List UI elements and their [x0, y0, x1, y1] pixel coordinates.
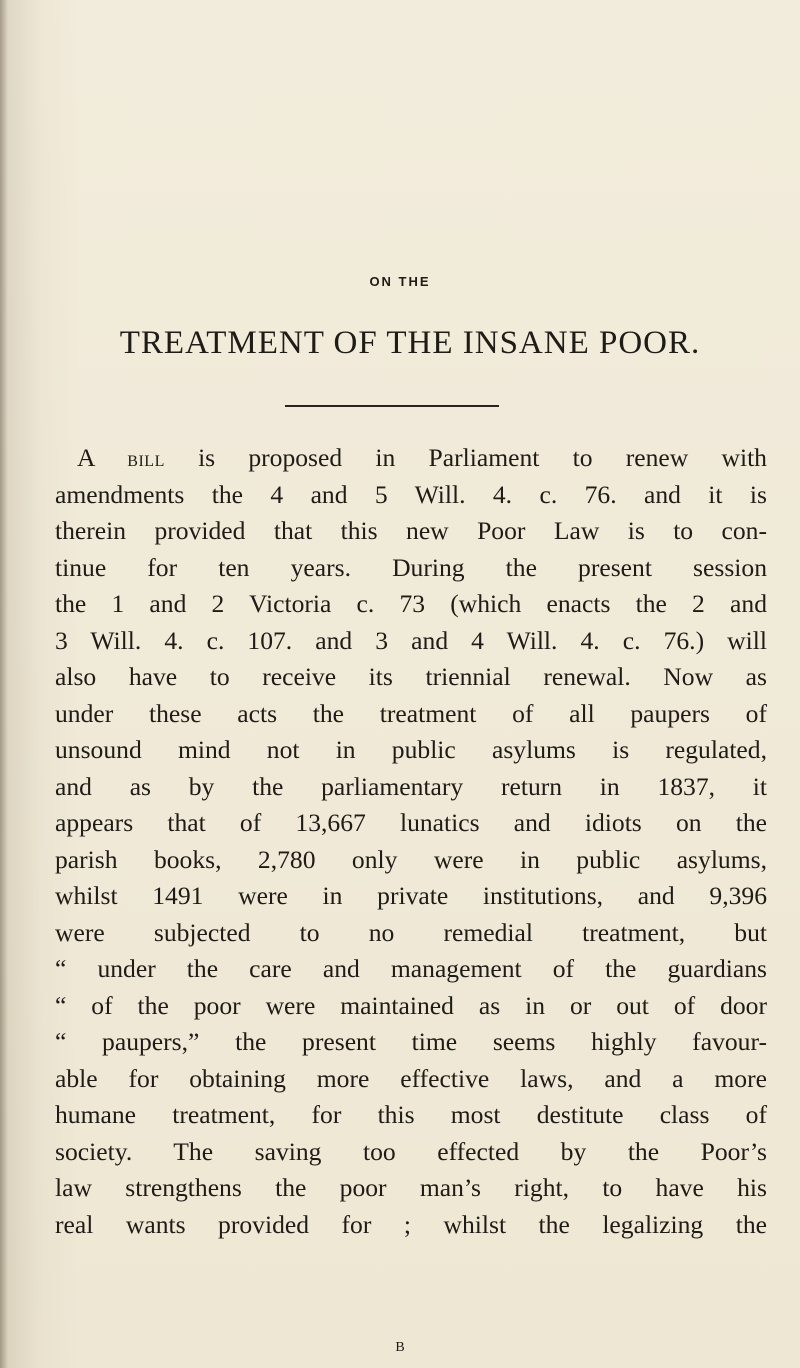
first-line-rest: is proposed in Parliament to renew with [198, 443, 767, 472]
text-line: under these acts the treatment of all paupers of [55, 698, 767, 728]
text-line-1 [55, 440, 767, 477]
text-line: also have to receive its triennial renewal. Now as [55, 662, 767, 691]
lead-smallcaps: bill [127, 446, 165, 471]
title-divider [285, 405, 499, 407]
text-line: able for obtaining more effective laws, and a more [55, 1063, 767, 1093]
text-line: appears that of 13,667 lunatics and idiots on the [55, 808, 767, 837]
body-paragraph [55, 440, 767, 1243]
text-line: amendments the 4 and 5 Will. 4. c. 76. and it is [55, 479, 767, 509]
text-line: “ paupers,” the present time seems highly favour- [55, 1027, 767, 1056]
signature-mark: B [395, 1340, 405, 1355]
text-line: unsound mind not in public asylums is regulated, [55, 735, 767, 764]
text-line: “ of the poor were maintained as in or out of door [55, 990, 767, 1020]
text-line: society. The saving too effected by the Poor’s [55, 1136, 767, 1166]
text-line: were subjected to no remedial treatment, but [55, 917, 767, 947]
text-line: therein provided that this new Poor Law is to con- [55, 516, 767, 545]
text-line: parish books, 2,780 only were in public asylums, [55, 844, 767, 874]
text-line: and as by the parliamentary return in 1837, it [55, 771, 767, 801]
book-spine-shadow [0, 0, 8, 1368]
lead-letter: A [77, 443, 95, 472]
text-line: “ under the care and management of the guardians [55, 954, 767, 983]
page-title: TREATMENT OF THE INSANE POOR. [119, 325, 701, 361]
subtitle: ON THE [369, 274, 431, 289]
text-line: tinue for ten years. During the present session [55, 552, 767, 582]
text-line: humane treatment, for this most destitute class of [55, 1100, 767, 1129]
text-line: 3 Will. 4. c. 107. and 3 and 4 Will. 4. c. 76.) will [55, 625, 767, 655]
text-line: the 1 and 2 Victoria c. 73 (which enacts the 2 and [55, 589, 767, 618]
text-line: law strengthens the poor man’s right, to have his [55, 1173, 767, 1202]
text-line: real wants provided for ; whilst the legalizing the [55, 1209, 767, 1239]
text-line: whilst 1491 were in private institutions, and 9,396 [55, 881, 767, 910]
